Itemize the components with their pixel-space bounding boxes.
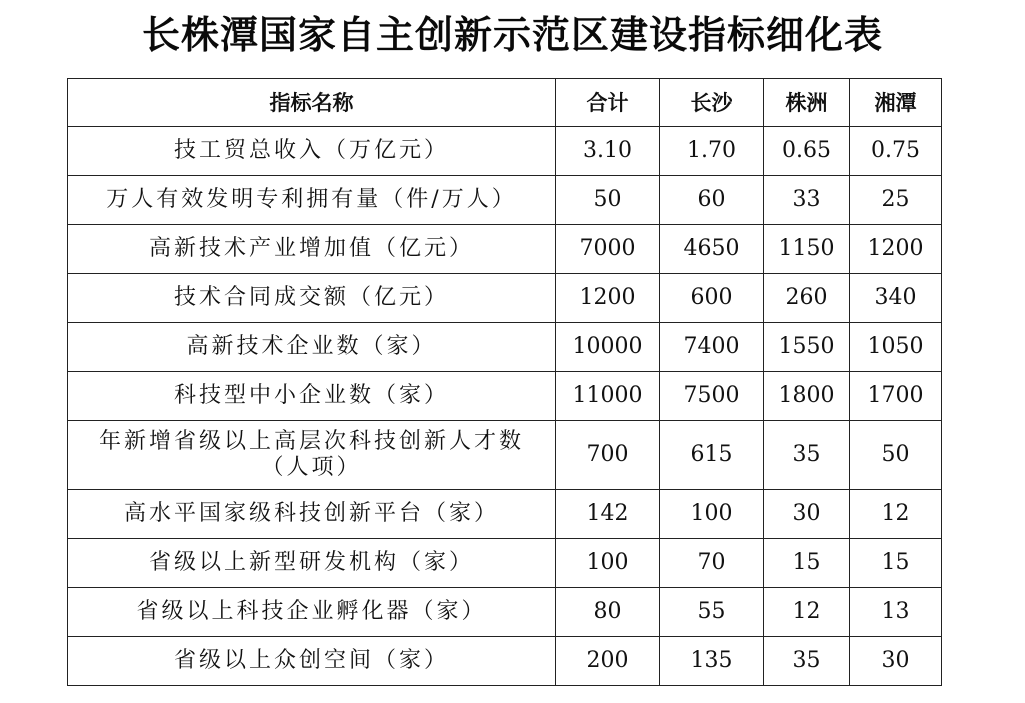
- changsha-cell: 60: [660, 176, 764, 225]
- changsha-cell: 7400: [660, 323, 764, 372]
- changsha-cell: 4650: [660, 225, 764, 274]
- table-row: [68, 127, 942, 176]
- table-header-row: [68, 79, 942, 127]
- zhuzhou-cell: 12: [764, 588, 850, 637]
- zhuzhou-cell: 260: [764, 274, 850, 323]
- header-zhuzhou: 株洲: [764, 79, 850, 127]
- total-cell: 50: [556, 176, 660, 225]
- total-cell: 11000: [556, 372, 660, 421]
- header-total: 合计: [556, 79, 660, 127]
- total-cell: 7000: [556, 225, 660, 274]
- zhuzhou-cell: 0.65: [764, 127, 850, 176]
- xiangtan-cell: 30: [850, 637, 942, 686]
- xiangtan-cell: 15: [850, 539, 942, 588]
- total-cell: 3.10: [556, 127, 660, 176]
- table-row: [68, 421, 942, 490]
- table-row: [68, 372, 942, 421]
- xiangtan-cell: 50: [850, 421, 942, 490]
- changsha-cell: 615: [660, 421, 764, 490]
- total-cell: 700: [556, 421, 660, 490]
- table-row: [68, 539, 942, 588]
- xiangtan-cell: 25: [850, 176, 942, 225]
- xiangtan-cell: 0.75: [850, 127, 942, 176]
- indicator-name-cell: 技术合同成交额（亿元）: [68, 274, 556, 323]
- header-changsha: 长沙: [660, 79, 764, 127]
- indicator-name-cell: 省级以上科技企业孵化器（家）: [68, 588, 556, 637]
- xiangtan-cell: 1050: [850, 323, 942, 372]
- xiangtan-cell: 1200: [850, 225, 942, 274]
- xiangtan-cell: 1700: [850, 372, 942, 421]
- changsha-cell: 100: [660, 490, 764, 539]
- xiangtan-cell: 13: [850, 588, 942, 637]
- indicator-name-cell: 省级以上新型研发机构（家）: [68, 539, 556, 588]
- indicator-name-cell: 高新技术企业数（家）: [68, 323, 556, 372]
- zhuzhou-cell: 1550: [764, 323, 850, 372]
- table-row: [68, 323, 942, 372]
- indicator-name-cell: 技工贸总收入（万亿元）: [68, 127, 556, 176]
- total-cell: 10000: [556, 323, 660, 372]
- total-cell: 200: [556, 637, 660, 686]
- zhuzhou-cell: 35: [764, 421, 850, 490]
- total-cell: 80: [556, 588, 660, 637]
- zhuzhou-cell: 1800: [764, 372, 850, 421]
- zhuzhou-cell: 35: [764, 637, 850, 686]
- table-row: [68, 588, 942, 637]
- zhuzhou-cell: 30: [764, 490, 850, 539]
- indicator-name-cell: 科技型中小企业数（家）: [68, 372, 556, 421]
- table-row: [68, 490, 942, 539]
- header-indicator-name: 指标名称: [68, 79, 556, 127]
- zhuzhou-cell: 15: [764, 539, 850, 588]
- indicator-table: [67, 78, 942, 686]
- total-cell: 100: [556, 539, 660, 588]
- changsha-cell: 135: [660, 637, 764, 686]
- changsha-cell: 55: [660, 588, 764, 637]
- total-cell: 1200: [556, 274, 660, 323]
- zhuzhou-cell: 1150: [764, 225, 850, 274]
- xiangtan-cell: 12: [850, 490, 942, 539]
- xiangtan-cell: 340: [850, 274, 942, 323]
- table-row: [68, 225, 942, 274]
- indicator-name-cell: 年新增省级以上高层次科技创新人才数（人项）: [68, 421, 556, 490]
- changsha-cell: 600: [660, 274, 764, 323]
- table-row: [68, 637, 942, 686]
- changsha-cell: 70: [660, 539, 764, 588]
- zhuzhou-cell: 33: [764, 176, 850, 225]
- total-cell: 142: [556, 490, 660, 539]
- table-row: [68, 176, 942, 225]
- changsha-cell: 7500: [660, 372, 764, 421]
- indicator-name-cell: 高新技术产业增加值（亿元）: [68, 225, 556, 274]
- changsha-cell: 1.70: [660, 127, 764, 176]
- indicator-name-cell: 省级以上众创空间（家）: [68, 637, 556, 686]
- table-row: [68, 274, 942, 323]
- indicator-name-cell: 万人有效发明专利拥有量（件/万人）: [68, 176, 556, 225]
- indicator-name-cell: 高水平国家级科技创新平台（家）: [68, 490, 556, 539]
- document-title: 长株潭国家自主创新示范区建设指标细化表: [141, 13, 883, 57]
- header-xiangtan: 湘潭: [850, 79, 942, 127]
